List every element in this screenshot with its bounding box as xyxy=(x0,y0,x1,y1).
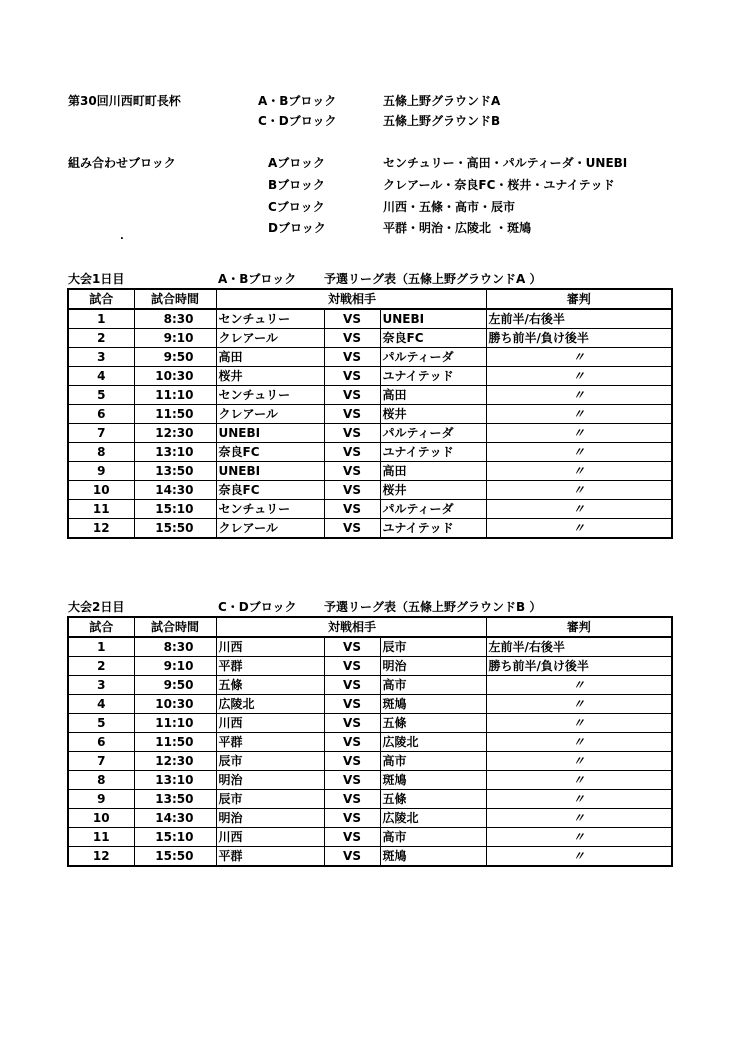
match-no: 5 xyxy=(68,386,134,405)
schedule-1-body xyxy=(68,309,672,538)
away-team: UNEBI xyxy=(380,309,486,329)
block-a-name: Aブロック xyxy=(268,156,326,170)
vs-label: VS xyxy=(324,481,380,500)
table-header-row xyxy=(68,617,672,637)
schedule-2-heading xyxy=(68,600,672,614)
away-team: パルティーダ xyxy=(380,348,486,367)
referee: 〃 xyxy=(486,790,672,809)
home-team: 高田 xyxy=(216,348,324,367)
col-opponents: 対戦相手 xyxy=(324,289,380,309)
referee: 〃 xyxy=(486,500,672,519)
col-time: 試合時間 xyxy=(134,289,216,309)
table-row xyxy=(68,828,672,847)
match-time: 13:10 xyxy=(134,771,216,790)
table-row xyxy=(68,462,672,481)
match-time: 15:50 xyxy=(134,847,216,867)
vs-label: VS xyxy=(324,714,380,733)
match-no: 10 xyxy=(68,481,134,500)
schedule-2-body xyxy=(68,637,672,866)
away-team: 高市 xyxy=(380,752,486,771)
match-no: 10 xyxy=(68,809,134,828)
match-no: 6 xyxy=(68,405,134,424)
away-team: 斑鳩 xyxy=(380,771,486,790)
match-time: 11:50 xyxy=(134,733,216,752)
table-row xyxy=(68,771,672,790)
vs-label: VS xyxy=(324,676,380,695)
away-team: 斑鳩 xyxy=(380,695,486,714)
referee: 〃 xyxy=(486,771,672,790)
home-team: 奈良FC xyxy=(216,481,324,500)
match-no: 7 xyxy=(68,424,134,443)
venue-ground-a: 五條上野グラウンドA xyxy=(383,94,501,108)
venue-block-cd: C・Dブロック xyxy=(258,114,337,128)
match-no: 2 xyxy=(68,657,134,676)
match-time: 10:30 xyxy=(134,695,216,714)
vs-label: VS xyxy=(324,733,380,752)
match-no: 1 xyxy=(68,309,134,329)
match-no: 8 xyxy=(68,771,134,790)
home-team: センチュリー xyxy=(216,386,324,405)
home-team: 平群 xyxy=(216,847,324,867)
match-no: 8 xyxy=(68,443,134,462)
schedule-day: 大会2日目 xyxy=(68,600,125,614)
match-time: 13:10 xyxy=(134,443,216,462)
home-team: 明治 xyxy=(216,771,324,790)
match-no: 12 xyxy=(68,847,134,867)
away-team: 明治 xyxy=(380,657,486,676)
referee: 〃 xyxy=(486,676,672,695)
table-row xyxy=(68,424,672,443)
match-no: 11 xyxy=(68,828,134,847)
match-no: 12 xyxy=(68,519,134,539)
referee: 〃 xyxy=(486,405,672,424)
away-team: 広陵北 xyxy=(380,733,486,752)
vs-label: VS xyxy=(324,424,380,443)
vs-label: VS xyxy=(324,405,380,424)
match-time: 9:10 xyxy=(134,657,216,676)
vs-label: VS xyxy=(324,329,380,348)
match-time: 8:30 xyxy=(134,637,216,657)
home-team: 広陵北 xyxy=(216,695,324,714)
vs-label: VS xyxy=(324,519,380,539)
vs-label: VS xyxy=(324,695,380,714)
referee: 左前半/右後半 xyxy=(486,309,672,329)
venue-ground-b: 五條上野グラウンドB xyxy=(383,114,501,128)
schedule-day: 大会1日目 xyxy=(68,272,125,286)
col-opponents-left xyxy=(216,289,324,309)
referee: 〃 xyxy=(486,695,672,714)
table-header-row xyxy=(68,289,672,309)
away-team: 高田 xyxy=(380,462,486,481)
match-time: 10:30 xyxy=(134,367,216,386)
away-team: パルティーダ xyxy=(380,500,486,519)
table-row xyxy=(68,519,672,539)
home-team: 辰市 xyxy=(216,790,324,809)
referee: 〃 xyxy=(486,386,672,405)
away-team: パルティーダ xyxy=(380,424,486,443)
home-team: クレアール xyxy=(216,329,324,348)
vs-label: VS xyxy=(324,752,380,771)
table-row xyxy=(68,386,672,405)
referee: 〃 xyxy=(486,847,672,867)
block-b-name: Bブロック xyxy=(268,178,325,192)
match-no: 3 xyxy=(68,348,134,367)
block-b-teams: クレアール・奈良FC・桜井・ユナイテッド xyxy=(383,178,615,192)
table-row xyxy=(68,348,672,367)
table-row xyxy=(68,790,672,809)
col-match: 試合 xyxy=(68,617,134,637)
match-time: 15:50 xyxy=(134,519,216,539)
vs-label: VS xyxy=(324,637,380,657)
match-time: 12:30 xyxy=(134,424,216,443)
col-opponents-left xyxy=(216,617,324,637)
vs-label: VS xyxy=(324,657,380,676)
col-referee: 審判 xyxy=(486,617,672,637)
block-a-teams: センチュリー・高田・パルティーダ・UNEBI xyxy=(383,156,628,170)
match-time: 15:10 xyxy=(134,828,216,847)
home-team: 辰市 xyxy=(216,752,324,771)
away-team: 広陵北 xyxy=(380,809,486,828)
vs-label: VS xyxy=(324,348,380,367)
vs-label: VS xyxy=(324,367,380,386)
schedule-block: A・Bブロック xyxy=(218,272,297,286)
combination-label: 組み合わせブロック xyxy=(68,156,176,170)
table-row xyxy=(68,367,672,386)
table-row xyxy=(68,500,672,519)
home-team: UNEBI xyxy=(216,462,324,481)
referee: 〃 xyxy=(486,828,672,847)
block-d-teams: 平群・明治・広陵北 ・斑鳩 xyxy=(383,221,532,235)
away-team: ユナイテッド xyxy=(380,443,486,462)
tournament-title: 第30回川西町町長杯 xyxy=(68,94,181,108)
table-row xyxy=(68,714,672,733)
col-opponents-right xyxy=(380,289,486,309)
schedule-table-1 xyxy=(67,288,673,539)
away-team: 高田 xyxy=(380,386,486,405)
referee: 〃 xyxy=(486,752,672,771)
referee: 〃 xyxy=(486,443,672,462)
match-time: 11:50 xyxy=(134,405,216,424)
match-time: 9:50 xyxy=(134,676,216,695)
col-match: 試合 xyxy=(68,289,134,309)
away-team: 五條 xyxy=(380,714,486,733)
home-team: UNEBI xyxy=(216,424,324,443)
table-row xyxy=(68,752,672,771)
referee: 〃 xyxy=(486,809,672,828)
referee: 〃 xyxy=(486,367,672,386)
match-no: 11 xyxy=(68,500,134,519)
vs-label: VS xyxy=(324,443,380,462)
away-team: 高市 xyxy=(380,676,486,695)
schedule-block: C・Dブロック xyxy=(218,600,297,614)
referee: 〃 xyxy=(486,348,672,367)
match-time: 13:50 xyxy=(134,462,216,481)
home-team: センチュリー xyxy=(216,500,324,519)
home-team: 明治 xyxy=(216,809,324,828)
schedule-title: 予選リーグ表（五條上野グラウンドA ） xyxy=(324,272,542,286)
home-team: 桜井 xyxy=(216,367,324,386)
match-no: 5 xyxy=(68,714,134,733)
match-no: 2 xyxy=(68,329,134,348)
table-row xyxy=(68,637,672,657)
away-team: 斑鳩 xyxy=(380,847,486,867)
home-team: 五條 xyxy=(216,676,324,695)
match-no: 7 xyxy=(68,752,134,771)
stray-mark: . xyxy=(120,231,124,242)
match-time: 13:50 xyxy=(134,790,216,809)
vs-label: VS xyxy=(324,771,380,790)
referee: 勝ち前半/負け後半 xyxy=(486,657,672,676)
table-row xyxy=(68,329,672,348)
match-no: 9 xyxy=(68,790,134,809)
vs-label: VS xyxy=(324,309,380,329)
block-d-name: Dブロック xyxy=(268,221,326,235)
match-no: 6 xyxy=(68,733,134,752)
vs-label: VS xyxy=(324,847,380,867)
match-no: 4 xyxy=(68,695,134,714)
referee: 〃 xyxy=(486,519,672,539)
match-time: 14:30 xyxy=(134,809,216,828)
vs-label: VS xyxy=(324,500,380,519)
col-opponents: 対戦相手 xyxy=(324,617,380,637)
table-row xyxy=(68,809,672,828)
home-team: クレアール xyxy=(216,405,324,424)
col-time: 試合時間 xyxy=(134,617,216,637)
vs-label: VS xyxy=(324,462,380,481)
match-no: 4 xyxy=(68,367,134,386)
col-referee: 審判 xyxy=(486,289,672,309)
away-team: 辰市 xyxy=(380,637,486,657)
table-row xyxy=(68,676,672,695)
table-row xyxy=(68,733,672,752)
match-time: 9:10 xyxy=(134,329,216,348)
vs-label: VS xyxy=(324,809,380,828)
block-c-name: Cブロック xyxy=(268,200,325,214)
match-time: 14:30 xyxy=(134,481,216,500)
table-row xyxy=(68,657,672,676)
referee: 〃 xyxy=(486,424,672,443)
away-team: ユナイテッド xyxy=(380,519,486,539)
away-team: 桜井 xyxy=(380,405,486,424)
referee: 勝ち前半/負け後半 xyxy=(486,329,672,348)
vs-label: VS xyxy=(324,790,380,809)
referee: 〃 xyxy=(486,481,672,500)
table-row xyxy=(68,695,672,714)
vs-label: VS xyxy=(324,386,380,405)
match-time: 11:10 xyxy=(134,386,216,405)
schedule-title: 予選リーグ表（五條上野グラウンドB ） xyxy=(324,600,542,614)
block-c-teams: 川西・五條・高市・辰市 xyxy=(383,200,516,214)
home-team: クレアール xyxy=(216,519,324,539)
away-team: ユナイテッド xyxy=(380,367,486,386)
home-team: 平群 xyxy=(216,733,324,752)
away-team: 桜井 xyxy=(380,481,486,500)
home-team: 奈良FC xyxy=(216,443,324,462)
match-time: 12:30 xyxy=(134,752,216,771)
away-team: 高市 xyxy=(380,828,486,847)
match-time: 8:30 xyxy=(134,309,216,329)
table-row xyxy=(68,443,672,462)
vs-label: VS xyxy=(324,828,380,847)
col-opponents-right xyxy=(380,617,486,637)
venue-block-ab: A・Bブロック xyxy=(258,94,337,108)
home-team: 平群 xyxy=(216,657,324,676)
home-team: 川西 xyxy=(216,828,324,847)
home-team: 川西 xyxy=(216,637,324,657)
match-time: 11:10 xyxy=(134,714,216,733)
schedule-1-heading xyxy=(68,272,672,286)
table-row xyxy=(68,847,672,867)
home-team: センチュリー xyxy=(216,309,324,329)
away-team: 五條 xyxy=(380,790,486,809)
match-no: 9 xyxy=(68,462,134,481)
referee: 〃 xyxy=(486,462,672,481)
schedule-table-2 xyxy=(67,616,673,867)
referee: 〃 xyxy=(486,714,672,733)
match-time: 9:50 xyxy=(134,348,216,367)
referee: 〃 xyxy=(486,733,672,752)
match-time: 15:10 xyxy=(134,500,216,519)
away-team: 奈良FC xyxy=(380,329,486,348)
match-no: 3 xyxy=(68,676,134,695)
home-team: 川西 xyxy=(216,714,324,733)
table-row xyxy=(68,405,672,424)
referee: 左前半/右後半 xyxy=(486,637,672,657)
match-no: 1 xyxy=(68,637,134,657)
table-row xyxy=(68,481,672,500)
table-row xyxy=(68,309,672,329)
